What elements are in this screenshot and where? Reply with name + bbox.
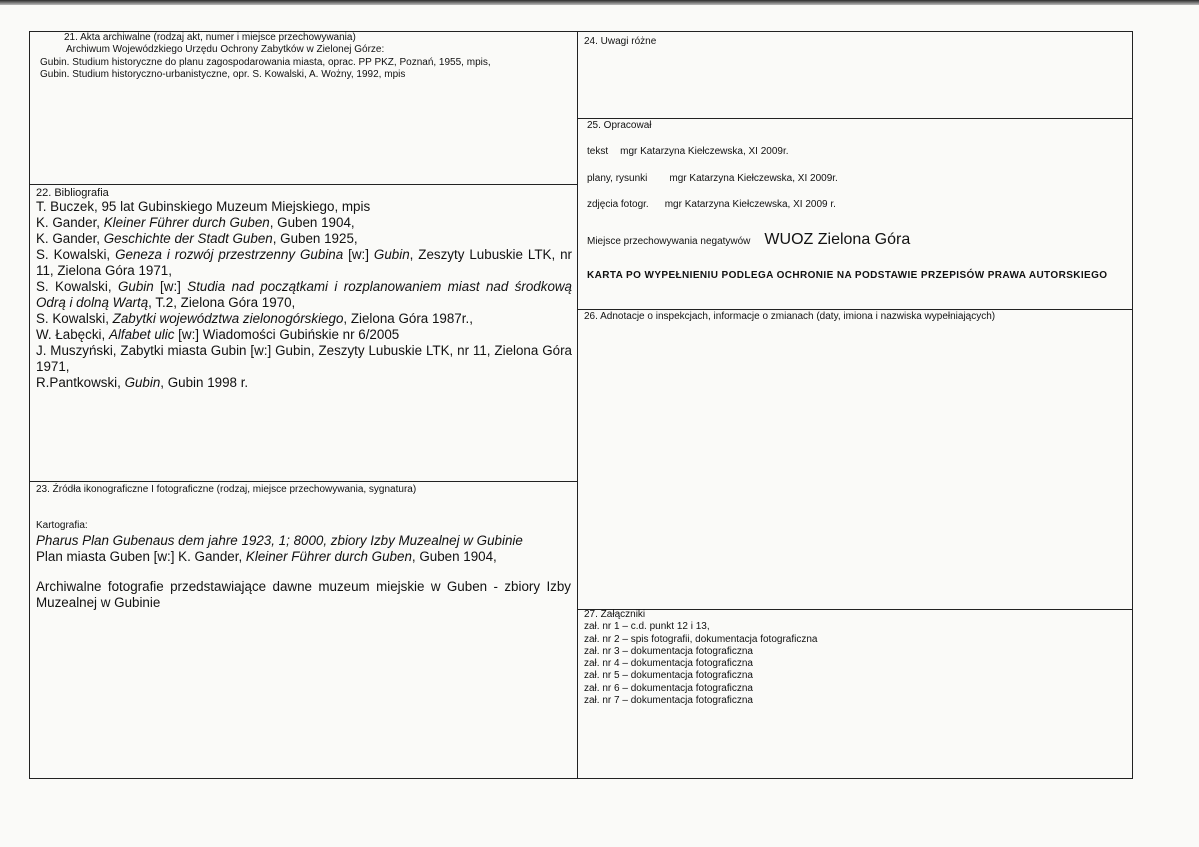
center-divider: [577, 31, 578, 779]
attachment-item: zał. nr 1 – c.d. punkt 12 i 13,: [584, 621, 710, 633]
text-author: mgr Katarzyna Kiełczewska, XI 2009r.: [620, 146, 789, 158]
negatives-location: WUOZ Zielona Góra: [764, 230, 911, 248]
section-23-iconographic-sources: [36, 484, 571, 611]
bib-entry-1: T. Buczek, 95 lat Gubinskiego Muzeum Miejskiego, mpis: [36, 199, 371, 215]
text-author-row: [587, 146, 1127, 158]
section-22-label: 22. Bibliografia: [36, 187, 109, 199]
section-27-label: 27. Załączniki: [584, 609, 646, 620]
photos-key: zdjęcia fotogr.: [587, 199, 649, 211]
bib-entry-4: S. Kowalski, Geneza i rozwój przestrzenny Gubina [w:] Gubin, Zeszyty Lubuskie LTK, nr 11, Zielona Góra 1971,: [36, 247, 572, 279]
copyright-notice: KARTA PO WYPEŁNIENIU PODLEGA OCHRONIE NA PODSTAWIE PRZEPISÓW PRAWA AUTORSKIEGO: [587, 270, 1108, 282]
bib-entry-6: S. Kowalski, Zabytki województwa zielonogórskiego, Zielona Góra 1987r.,: [36, 311, 473, 327]
plans-author: mgr Katarzyna Kiełczewska, XI 2009r.: [669, 172, 838, 184]
photos-author-row: [587, 199, 1127, 211]
section-26-inspections: [584, 311, 1129, 323]
section-21-archival-records: [38, 32, 573, 82]
bib-entry-2: K. Gander, Kleiner Führer durch Guben, Guben 1904,: [36, 215, 355, 231]
plans-key: plany, rysunki: [587, 172, 648, 184]
archive-entry-2: Gubin. Studium historyczno-urbanistyczne, opr. S. Kowalski, A. Wożny, 1992, mpis: [40, 69, 406, 81]
section-25-prepared-by: [587, 120, 1127, 281]
bib-entry-3: K. Gander, Geschichte der Stadt Guben, Guben 1925,: [36, 231, 358, 247]
section-25-label: 25. Opracował: [587, 120, 652, 131]
negatives-key: Miejsce przechowywania negatywów: [587, 235, 751, 247]
divider-22-23: [29, 481, 577, 482]
section-21-label: 21. Akta archiwalne (rodzaj akt, numer i miejsce przechowywania): [64, 32, 356, 43]
section-22-bibliography: [36, 187, 572, 391]
archive-name: Archiwum Wojewódzkiego Urzędu Ochrony Zabytków w Zielonej Górze:: [66, 44, 385, 56]
scan-top-edge: [0, 0, 1199, 5]
plans-author-row: [587, 173, 1127, 185]
archive-entry-1: Gubin. Studium historyczne do planu zagospodarowania miasta, oprac. PP PKZ, Poznań, 1955, mpis,: [40, 56, 491, 68]
cartography-entry-2: Plan miasta Guben [w:] K. Gander, Kleiner Führer durch Guben, Guben 1904,: [36, 548, 497, 564]
bib-entry-7: W. Łabęcki, Alfabet ulic [w:] Wiadomości Gubińskie nr 6/2005: [36, 327, 400, 343]
cartography-entry-1: Pharus Plan Gubenaus dem jahre 1923, 1; 8000, zbiory Izby Muzealnej w Gubinie: [36, 532, 523, 548]
attachment-item: zał. nr 2 – spis fotografii, dokumentacja fotograficzna: [584, 633, 818, 645]
divider-25-26: [577, 309, 1133, 310]
bib-entry-8: J. Muszyński, Zabytki miasta Gubin [w:] Gubin, Zeszyty Lubuskie LTK, nr 11, Zielona Góra 1971,: [36, 343, 572, 375]
section-24-label: 24. Uwagi różne: [584, 36, 657, 47]
attachment-item: zał. nr 6 – dokumentacja fotograficzna: [584, 682, 753, 694]
archival-photos: Archiwalne fotografie przedstawiające dawne muzeum miejskie w Guben - zbiory Izby Muzealnej w Gubinie: [36, 578, 571, 610]
text-key: tekst: [587, 146, 609, 158]
photos-author: mgr Katarzyna Kiełczewska, XI 2009 r.: [664, 199, 836, 211]
negatives-row: [587, 230, 1127, 248]
attachment-item: zał. nr 3 – dokumentacja fotograficzna: [584, 645, 753, 657]
cartography-label: Kartografia:: [36, 520, 88, 532]
divider-24-25: [577, 118, 1133, 119]
attachment-item: zał. nr 4 – dokumentacja fotograficzna: [584, 658, 753, 670]
section-26-label: 26. Adnotacje o inspekcjach, informacje o zmianach (daty, imiona i nazwiska wypełniających): [584, 311, 996, 322]
section-24-remarks: [584, 36, 1124, 48]
attachment-item: zał. nr 5 – dokumentacja fotograficzna: [584, 670, 753, 682]
divider-21-22: [29, 184, 577, 185]
bib-entry-5: S. Kowalski, Gubin [w:] Studia nad początkami i rozplanowaniem miast nad środkową Odrą i dolną Wartą, T.2, Zielona Góra 1970,: [36, 279, 573, 311]
attachment-item: zał. nr 7 – dokumentacja fotograficzna: [584, 695, 753, 707]
section-23-label: 23. Źródła ikonograficzne I fotograficzne (rodzaj, miejsce przechowywania, sygnatura): [36, 484, 417, 495]
section-27-attachments: [584, 609, 1124, 707]
bib-entry-9: R.Pantkowski, Gubin, Gubin 1998 r.: [36, 375, 249, 391]
